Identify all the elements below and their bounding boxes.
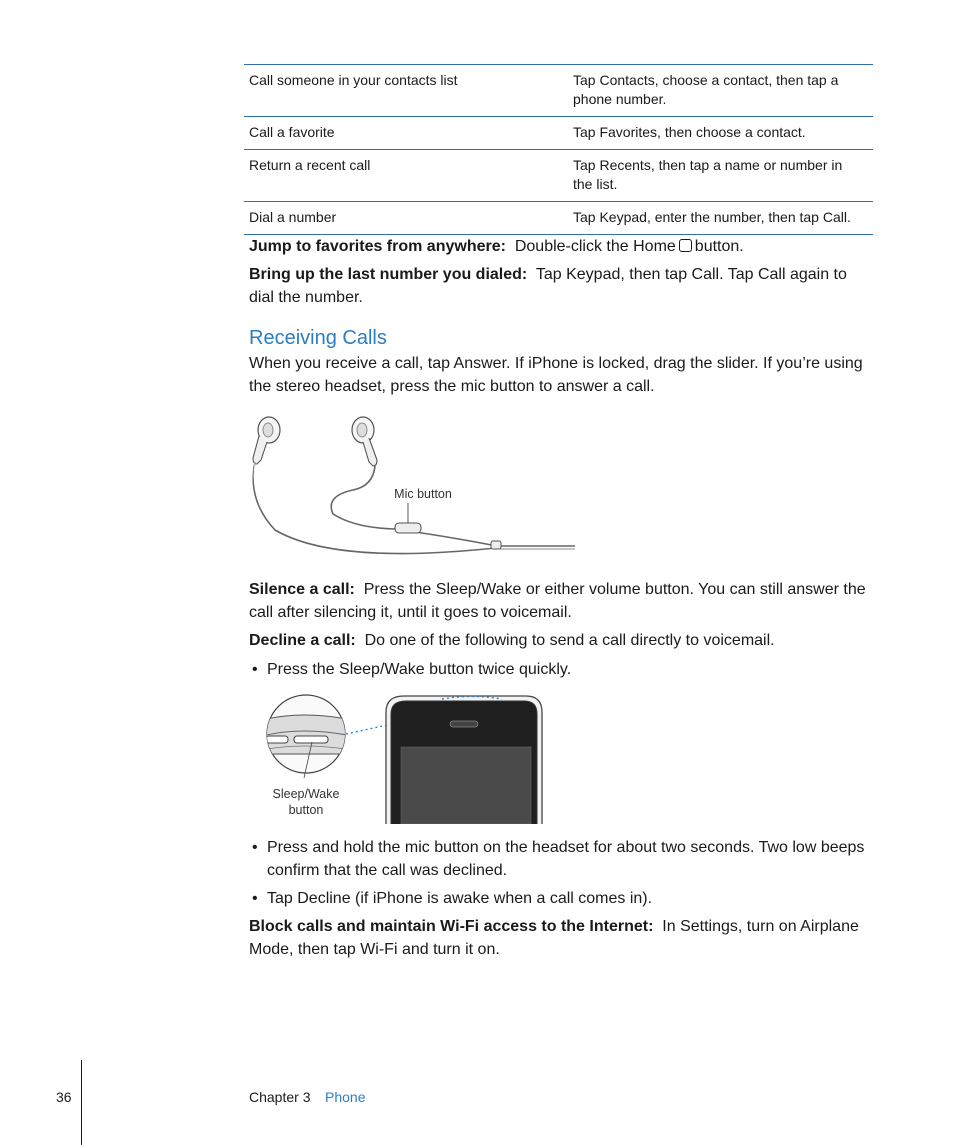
table-cell-how: Tap Favorites, then choose a contact. [573,124,806,140]
tip-text: Double-click the Home [514,238,676,255]
tip-text: Do one of the following to send a call directly to voicemail. [364,632,775,649]
tip-label: Silence a call: [249,581,355,598]
table-row [244,149,873,201]
sleep-wake-caption-line2: button [288,803,324,817]
table-cell-action: Call someone in your contacts list [249,72,458,88]
mic-button-caption: Mic button [394,487,452,501]
home-button-icon [679,239,692,252]
right-earbud-icon [352,417,377,466]
table-cell-action: Call a favorite [249,124,335,140]
table-cell-action: Return a recent call [249,157,371,173]
tip-text: In Settings, turn on Airplane Mode, then tap Wi-Fi and turn it on. [249,918,859,958]
table-cell-how: Tap Keypad, enter the number, then tap Call. [573,209,851,225]
tip-text: button. [694,238,744,255]
mic-button-icon [395,523,421,533]
tip-text: Tap Keypad, then tap Call. Tap Call again to dial the number. [249,266,847,306]
bullet-icon: • [252,661,258,678]
list-item [249,658,873,681]
bullet-icon: • [252,890,258,907]
list-item-text: Tap Decline (if iPhone is awake when a call comes in). [267,890,653,907]
table-row [244,116,873,149]
page-number: 36 [56,1089,72,1105]
left-earbud-icon [253,417,280,464]
sleep-wake-zoom-icon [262,695,352,773]
sleep-wake-caption-line1: Sleep/Wake [272,787,340,801]
tip-text: Press the Sleep/Wake or either volume button. You can still answer the call after silencing it, until it goes to voicemail. [249,581,866,621]
footer-chapter: Chapter 3 [249,1089,311,1105]
tip-label: Decline a call: [249,632,356,649]
footer-divider [81,1060,82,1145]
sleep-wake-caption [262,786,350,818]
tip-jump-to-favorites [249,235,873,258]
list-item [249,836,873,882]
tip-decline [249,629,873,652]
list-item [249,887,873,910]
table-cell-action: Dial a number [249,209,337,225]
table-cell-how: Tap Contacts, choose a contact, then tap a phone number. [573,72,839,107]
section-heading: Receiving Calls [249,327,387,349]
footer-chapter-name: Phone [325,1089,366,1105]
iphone-icon [386,696,542,824]
table-cell-how: Tap Recents, then tap a name or number in the list. [573,157,843,192]
list-item-text: Press the Sleep/Wake button twice quickly. [267,661,572,678]
tip-label: Block calls and maintain Wi-Fi access to the Internet: [249,918,654,935]
list-item-text: Press and hold the mic button on the headset for about two seconds. Two low beeps confirm that the call was declined. [267,839,865,879]
tip-silence [249,578,873,624]
tip-block-calls [249,915,873,961]
table-row [244,201,873,234]
tip-last-number [249,263,873,309]
table-row [244,65,873,116]
tip-label: Bring up the last number you dialed: [249,266,528,283]
actions-table [244,64,873,235]
tip-label: Jump to favorites from anywhere: [249,238,506,255]
bullet-icon: • [252,839,258,856]
section-intro: When you receive a call, tap Answer. If iPhone is locked, drag the slider. If you’re using the stereo headset, press the mic button to answer a call. [249,355,863,395]
